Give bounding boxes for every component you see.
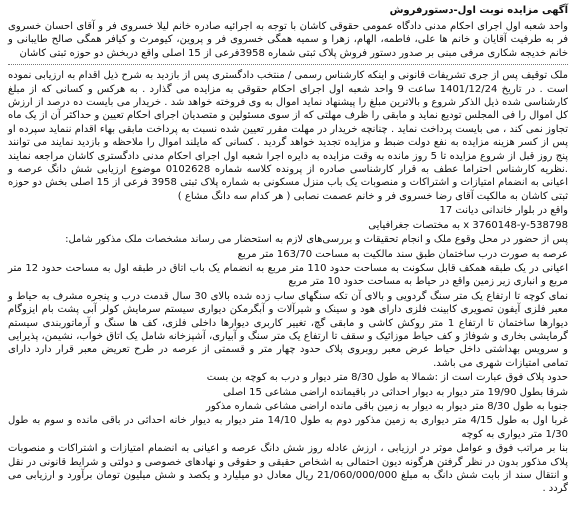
notice-paragraph-north-boundary: حدود پلاک فوق عبارت است از :شمالا به طول 8/30 متر دیوار و درب به کوچه بن بست [206, 372, 568, 384]
notice-paragraph-terms: ملک توقیف پس از جری تشریفات قانونی و اینکه کارشناس رسمی / منتخب دادگستری پس از بازدید به شرح ذیل اقدام به ارزیابی نموده است . در تاریخ 1401/12/24 ساعت 9 واحد شعبه اول اجرای احکام حقوقی به مزایده می گذارد . به هرکس و کسانی که از مبلغ کارشناسی شده ذیل الذکر شروع و بالاترین مبلغ را پیشنهاد نماید اموال به وی فروخته خواهد شد . خریدار می بایست ده درصد از ارزش کل اموال را فی المجلس تودیع نماید و مابقی را ظرف مهلتی که از سوی مسئولین و متصدیان اجرای احکام تعیین و حداکثر آن از یک ماه تجاوز نمی کند ، می بایست پرداخت نماید . چنانچه خریدار در مهلت مقرر تعیین شده نسبت به پرداخت مابقی بهاء اقدام ننماید سپرده او پس از کسر هزینه مزایده به نفع دولت ضبط و مزایده تجدید خواهد گردید . کسانی که مایلند اموال را ملاحظه و بازدید نمایند می توانند پنج روز قبل از شروع مزایده تا 5 روز مانده به وقت مزایده به دایره اجرا شعبه اول اجرای احکام مدنی دادگستری کاشان مراجعه نمایند .نظریه کارشناس احتراما عطف به قرار کارشناسی صادره از پرونده کلاسه شماره 0102628 موضوع ارزیابی شش دانگ عرصه و اعیانی به انضمام امتیازات و اشتراکات و منصوبات یک باب منزل مسکونی به شماره پلاک ثبتی 3958 فرعی از 15 اصلی بخش دو حوزه ثبتی کاشان به مالکیت آقای رضا خسروی فر و خانم عصمت نصابی ( هر کدام سه دانگ مشاع ) [8, 70, 568, 202]
notice-paragraph-west-boundary: غربا اول به طول 4/15 متر دیواری به زمین مذکور دوم به طول 14/10 متر دیوار به دیوار خانه احداثی در باقی مانده و سوم به طول 1/30 متر دیواری به کوچه [8, 415, 568, 440]
notice-paragraph-specs: نمای کوچه تا ارتفاع یک متر سنگ گردویی و بالای آن تکه سنگهای ساب زده شده بالای 30 سال قدمت درب و پنجره مشرف به حیاط و معبر فلزی آیفون تصویری کابینت فلزی دارای هود و سینک و شیرآلات و آبگرمکن دیواری سیستم سرمایش کولر آبی پشت بام ایزوگام دیوارها ساختمان تا ارتفاع 1 متر روکش کاشی و مابقی گچ، تغییر کاربری دیوارها داخلی فلزی، کف ها سنگ و آرماتوربندی سیستم گرمایشی بخاری و شوفاژ و کف حیاط موزائیک و سقف تا ارتفاع یک متر سنگ و آبیاری، آشپزخانه شامل یک اتاق خواب، نشیمن، پذیرایی و سرویس بهداشتی داخل حیاط عرض معبر روبروی پلاک حدود چهار متر و قسمتی از عرصه در طرح تعریض معبر قرار دارد دارای تمامی امتیازات شهری می باشد. [8, 290, 569, 369]
notice-paragraph-south-boundary: جنوبا به طول 8/30 متر دیوار به دیوار به زمین باقی مانده اراضی مشاعی شماره مذکور [205, 400, 568, 412]
notice-title: آگهی مزایده نوبت اول-دستورفروش [389, 5, 568, 16]
notice-paragraph-inspection: پس از حضور در محل وقوع ملک و انجام تحقیقات و بررسی‌های لازم به استحضار می رساند مشخصات ملک مذکور شامل: [65, 234, 568, 246]
notice-paragraph-building: اعیانی در یک طبقه همکف قابل سکونت به مساحت حدود 110 متر مربع به انضمام یک باب اتاق در طبقه اول به مساحت حدود 12 متر مربع و انباری زیر زمین واقع در حیاط به مساحت حدود 10 متر مربع [8, 262, 569, 288]
dotted-divider [8, 64, 568, 65]
notice-paragraph-intro: واحد شعبه اول اجرای احکام مدنی دادگاه عمومی حقوقی کاشان با توجه به اجرائیه صادره خانم لیلا خسروی فر و آقای احسان خسروی فر به طرفیت آقایان و خانم ها علی، فاطمه، الهام، زهرا و سمیه همگی خسروی فر و پروین، کیومرث و کیافر همگی صالح طایبانی و خانم خدیجه شکاری مرفی مبنی بر صدور دستور فروش پلاک ثبتی شماره 3958فرعی از 15 اصلی واقع دربخش دو حوزه ثبتی کاشان [8, 21, 568, 59]
notice-paragraph-valuation: بنا بر مراتب فوق و عوامل موثر در ارزیابی ، ارزش عادله روز شش دانگ عرصه و اعیانی به انضمام امتیازات و اشتراکات و منصوبات پلاک مذکور بدون در نظر گرفتن هرگونه دیون احتمالی به اشخاص حقیقی و حقوقی و نهادهای خصوصی و دولتی و شرایط قانونی در نقل و انتقال سند از بابت شش دانگ به مبلغ 21/060/000/000 ریال معادل دو میلیارد و یکصد و شش میلیون تومان برآورد و ارزیابی می گردد . [8, 443, 568, 495]
notice-paragraph-address: واقع در بلوار خاندانی دیانت 17 [439, 205, 568, 217]
notice-paragraph-east-boundary: شرقا بطول 19/90 متر دیوار به دیوار احداثی در باقیمانده اراضی مشاعی 15 اصلی [223, 386, 568, 398]
notice-paragraph-coordinates: 538798-x 3760148-y به مختصات جغرافیایی [368, 219, 568, 231]
notice-paragraph-land-area: عرصه به صورت درب ساختمان طبق سند مالکیت به مساحت 163/70 متر مربع [237, 248, 568, 260]
